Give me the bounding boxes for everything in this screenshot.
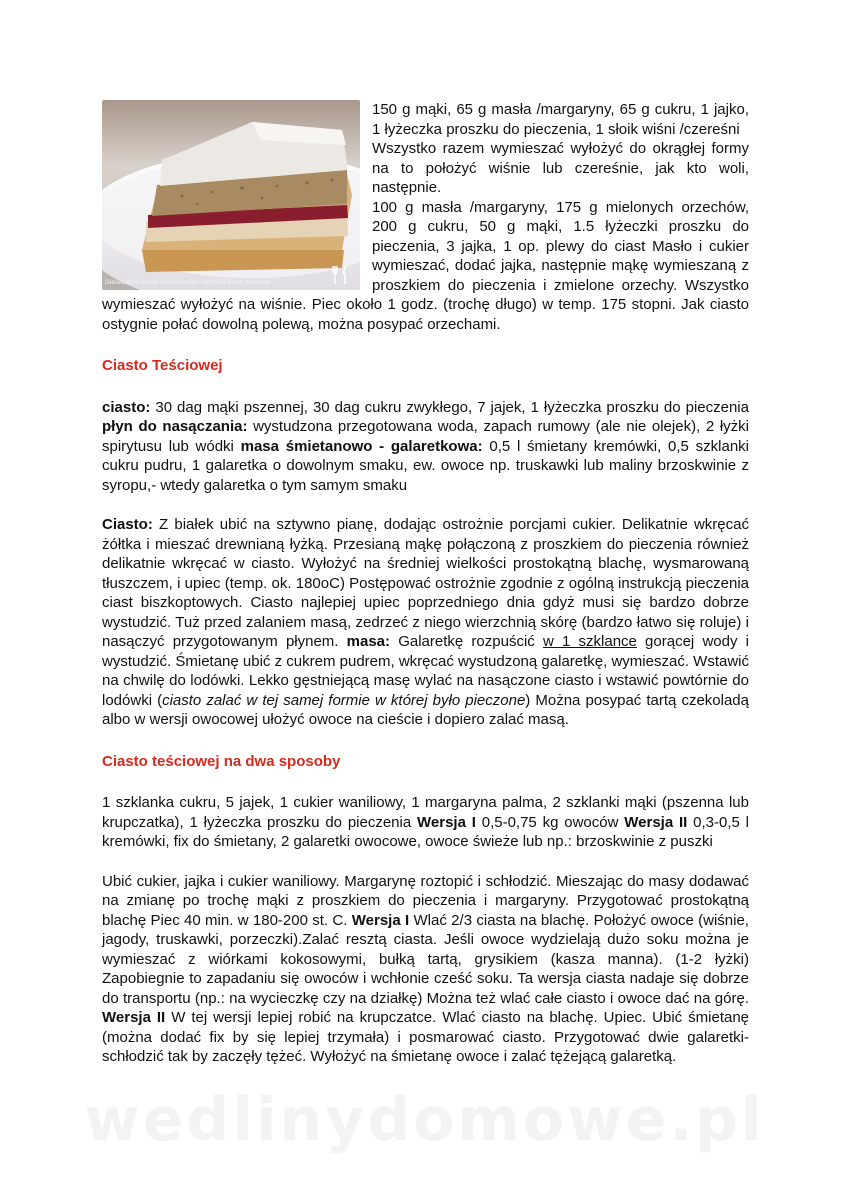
label-masa-smietanowa: masa śmietanowo - galaretkowa: <box>240 437 483 455</box>
cake-photo-illustration <box>102 100 360 290</box>
label-wersja-2-method: Wersja II <box>102 1009 166 1026</box>
section-heading-ciasto-tesciowej: Ciasto Teściowej <box>102 357 223 374</box>
label-plyn: płyn do nasączania: <box>102 418 248 435</box>
label-wersja-2: Wersja II <box>624 813 688 831</box>
recipe-page <box>102 100 749 1067</box>
label-wersja-1: Wersja I <box>417 813 476 831</box>
section-heading-dwa-sposoby: Ciasto teściowej na dwa sposoby <box>102 752 341 770</box>
section1-method <box>102 515 749 730</box>
label-ciasto: ciasto: <box>102 398 151 416</box>
text-segment: Wlać 2/3 ciasta na blachę. Położyć owoce (wiśnie, jagody, truskawki, porzeczki).Zalać resztą ciasta. Jeśli owoce wydzielają dużo soku można je wymieszać z wiórkami kokosowymi, bułką tartą, grysikiem (kasza manna). (1-2 łyżki) Zapobiegnie to zapadaniu się owoców i wchłonie cześć soku. Ta wersja ciasta nadaje się dobrze do transportu (np.: na wycieczkę czy na działkę) Można też wlać całe ciasto i owoce dać na górę. <box>102 911 749 1007</box>
italic-note: ciasto zalać w tej samej formie w której było pieczone <box>162 691 526 709</box>
watermark: wedlinydomowe.pl <box>84 1085 765 1155</box>
text-segment: 0,5-0,75 kg owoców <box>475 813 625 831</box>
fork-and-knife-icon <box>330 264 352 286</box>
section2-ingredients <box>102 793 749 852</box>
label-wersja-1-method: Wersja I <box>351 911 410 929</box>
intro-paragraph: 150 g mąki, 65 g masła /margaryny, 65 g cukru, 1 jajko, 1 łyżeczka proszku do pieczenia, 1 słoik wiśni /czereśni Wszystko razem wymieszać wyłożyć do okrągłej formy na to położyć wiśnie lub czereśnie, jak kto woli, następnie. 100 g masła /margaryny, 175 g mielonych orzechów, 200 g cukru, 50 g mąki, 1.5 łyżeczki proszku do pieczenia, 3 jajka, 1 op. plewy do ciast Masło i cukier wymieszać, dodać jajka, następnie mąkę wymieszaną z proszkiem do pieczenia i zmielone orzechy. Wszystko wymieszać wyłożyć na wiśnie. Piec około 1 godz. (trochę długo) w temp. 175 stopni. Jak ciasto ostygnie połać dowolną polewą, można posypać orzechami. <box>102 101 749 333</box>
text-segment: 0,5 l śmietany kremówki, 0,5 szklanki cukru pudru, 1 galaretka o dowolnym smaku, ew. owoce np. truskawki lub maliny brzoskwinie z syropu,- wtedy galaretka o tym samym smaku <box>102 437 749 494</box>
text-segment: W tej wersji lepiej robić na krupczatce. Wlać ciasto na blachę. Upiec. Ubić śmietanę (można dodać fix by się lepiej trzymała) i posmarować ciasto. Przygotować dwie galaretki- schłodzić tak by zaczęły tężeć. Wyłożyć na śmietanę owoce i zalać tężejącą galaretką. <box>102 1009 750 1065</box>
text-segment: 1 szklanka cukru, 5 jajek, 1 cukier waniliowy, 1 margaryna palma, 2 szklanki mąki (pszenna lub krupczatka), 1 łyżeczka proszku do pieczenia <box>102 794 749 831</box>
text-segment: Ubić cukier, jajka i cukier waniliowy. Margarynę roztopić i schłodzić. Mieszając do masy dodawać na zmianę po trochę mąki z proszkiem do pieczenia i margaryny. Przygotować prostokątną blachę Piec 40 min. w 180-200 st. C. <box>102 872 749 929</box>
text-segment: Galaretkę rozpuścić <box>390 633 543 650</box>
label-masa: masa: <box>346 633 391 650</box>
section1-ingredients <box>102 398 749 496</box>
text-segment: ) Można posypać tartą czekoladą albo w wersji owocowej ułożyć owoce na cieście i dopiero zalać masą. <box>102 691 749 728</box>
underlined-amount: w 1 szklance <box>542 633 637 650</box>
label-ciasto-method: Ciasto: <box>102 516 153 533</box>
text-segment: Z białek ubić na sztywno pianę, dodając ostrożnie porcjami cukier. Delikatnie wkręcać żółtka i mieszać drewnianą łyżką. Przesianą mąkę połączoną z proszkiem do pieczenia również delikatnie wkręcać w ciasto. Wyłożyć na średniej wielkości prostokątną blachę, wysmarowaną tłuszczem, i upiec (temp. ok. 180oC) Postępować ostrożnie zgodnie z ogólną instrukcją pieczenia ciast biszkoptowych. Ciasto najlepiej upiec poprzedniego dnia gdyż musi się bardzo dobrze wystudzić. Tuż przed zalaniem masą, zedrzeć z niego wierzchnią skórę (bardzo łatwo się roluje) i nasączyć przygotowanym płynem. <box>102 516 749 650</box>
cake-photo <box>102 100 360 290</box>
text-segment: wystudzona przegotowana woda, zapach rumowy (ale nie olejek), 2 łyżki spirytusu lub wódki <box>102 418 749 455</box>
text-segment: 30 dag mąki pszennej, 30 dag cukru zwykłego, 7 jajek, 1 łyżeczka proszku do pieczenia <box>150 398 749 416</box>
text-segment: gorącej wody i wystudzić. Śmietanę ubić z cukrem pudrem, wkręcać wystudzoną galaretkę, wymieszać. Wstawić na chwilę do lodówki. Lekko gęstniejącą masę wylać na nasączone ciasto i wstawić powtórnie do lodówki ( <box>102 633 749 709</box>
text-segment: 0,3-0,5 l kremówki, fix do śmietany, 2 galaretki owocowe, owoce świeże lub np.: brzoskwinie z puszki <box>102 813 749 850</box>
photo-caption: Dieses Bild wurde hochgeladen von DAS kann Rotgeiss <box>105 279 271 286</box>
section2-method <box>102 872 749 1067</box>
